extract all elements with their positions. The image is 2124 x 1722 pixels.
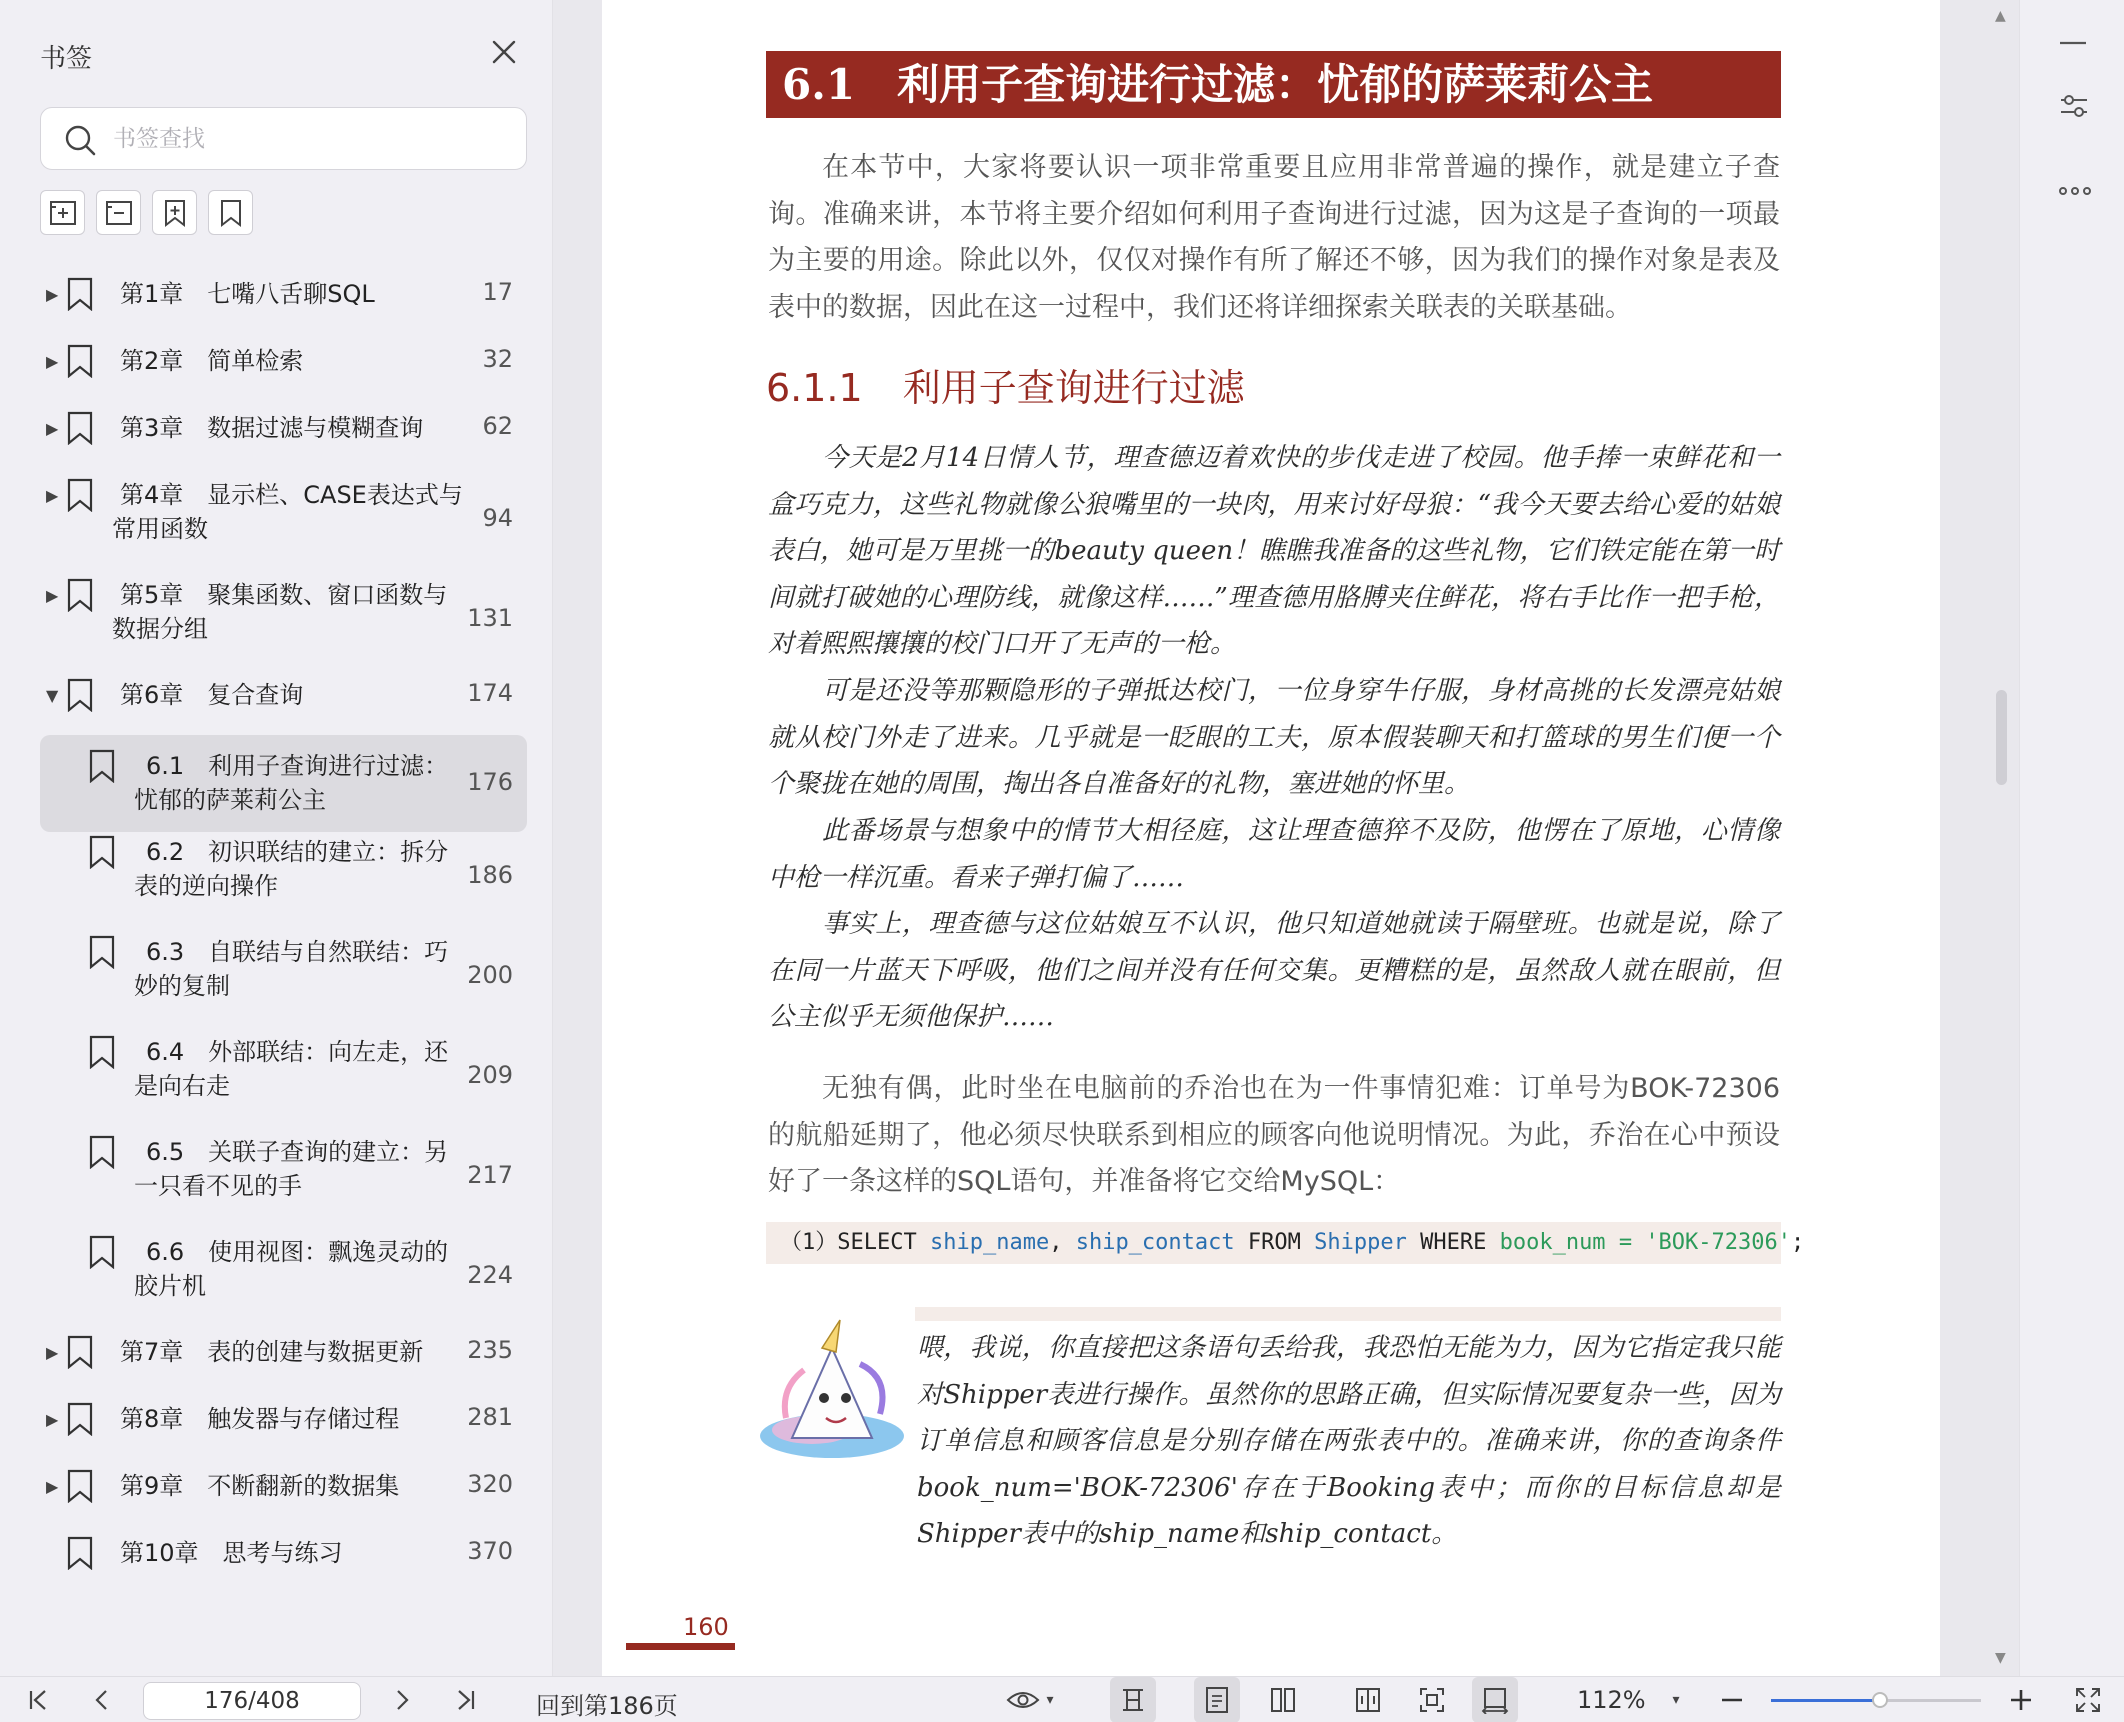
bookmark-label <box>134 1135 449 1203</box>
subsection-heading <box>766 357 1245 412</box>
bookmark-item[interactable] <box>40 578 527 662</box>
expand-right-arrow-icon[interactable]: ▶ <box>46 586 59 605</box>
bookmark-page-number: 235 <box>467 1336 513 1364</box>
mascot-note: 喂，我说，你直接把这条语句丢给我，我恐怕无能为力，因为它指定我只能对Shipper表进行操作。虽然你的思路正确，但实际情况要复杂一些，因为订单信息和顾客信息是分别存储在两张表中的。准确来讲，你的查询条件book_num='BOK-72306'存在于Booking表中；而你的目标信息却是Shipper表中的ship_name和ship_contact。 <box>917 1333 1781 1549</box>
remove-bookmark-icon <box>103 197 135 229</box>
first-page-icon[interactable] <box>20 1677 56 1722</box>
zoom-slider-knob[interactable] <box>1872 1692 1888 1708</box>
code-keyword: WHERE <box>1420 1230 1487 1255</box>
code-keyword: FROM <box>1247 1230 1301 1255</box>
fit-width-icon[interactable] <box>1472 1677 1518 1722</box>
bookmark-label <box>134 749 449 817</box>
bookmark-flag-icon <box>66 1402 94 1436</box>
bookmark-item[interactable] <box>40 735 527 832</box>
bookmark-item[interactable] <box>40 935 527 1019</box>
fit-page-icon[interactable] <box>1110 1677 1156 1722</box>
bookmark-item[interactable] <box>40 1135 527 1219</box>
book-view-icon[interactable] <box>1345 1677 1391 1722</box>
bookmark-label-line: 胶片机 <box>134 1272 206 1300</box>
remove-bookmark-button[interactable] <box>96 190 141 235</box>
story-paragraph-3: 此番场景与想象中的情节大相径庭，这让理查德猝不及防，他愣在了原地，心情像中枪一样沉重。看来子弹打偏了…… <box>768 816 1780 893</box>
bookmark-label <box>120 1335 423 1369</box>
bookmark-page-number: 176 <box>467 767 513 796</box>
zoom-slider-fill <box>1771 1699 1880 1702</box>
bookmark-item[interactable] <box>40 1235 527 1319</box>
scroll-up-arrow-icon[interactable]: ▲ <box>1995 8 2006 24</box>
bookmark-label <box>120 678 303 712</box>
story-paragraph-1: 今天是2月14日情人节，理查德迈着欢快的步伐走进了校园。他手捧一束鲜花和一盒巧克力，这些礼物就像公狼嘴里的一块肉，用来讨好母狼：“我今天要去给心爱的姑娘表白，她可是万里挑一的beauty queen！瞧瞧我准备的这些礼物，它们铁定能在第一时间就打破她的心理防线，就像这样……”理查德用胳膊夹住鲜花，将右手比作一把手枪，对着熙熙攘攘的校门口开了无声的一枪。 <box>768 443 1780 659</box>
bookmark-item[interactable] <box>40 1335 527 1369</box>
bookmark-item[interactable] <box>40 835 527 919</box>
bookmark-label <box>134 1235 449 1303</box>
bookmark-sidebar <box>0 0 553 1676</box>
zoom-out-icon[interactable] <box>1716 1677 1748 1722</box>
intro-paragraph: 在本节中，大家将要认识一项非常重要且应用非常普遍的操作，就是建立子查询。准确来讲，本节将主要介绍如何利用子查询进行过滤，因为这是子查询的一项最为主要的用途。除此以外，仅仅对操作有所了解还不够，因为我们的操作对象是表及表中的数据，因此在这一过程中，我们还将详细探索关联表的关联基础。 <box>768 152 1780 323</box>
section-title: 6.1 利用子查询进行过滤：忧郁的萨莱莉公主 <box>766 51 1781 118</box>
bookmark-page-number: 186 <box>467 861 513 889</box>
bookmark-label-line: 表的逆向操作 <box>134 872 278 900</box>
bookmark-page-number: 94 <box>482 504 513 532</box>
bookmark-search-input[interactable] <box>113 122 503 156</box>
bookmark-item[interactable] <box>40 1402 527 1436</box>
code-line-number: （1） <box>780 1230 838 1255</box>
code-keyword: SELECT <box>837 1230 917 1255</box>
bookmark-page-number: 320 <box>467 1470 513 1498</box>
last-page-icon[interactable] <box>448 1677 484 1722</box>
bookmark-flag-icon <box>66 578 94 612</box>
bookmark-label-line: 第1章 七嘴八舌聊SQL <box>120 280 375 308</box>
bookmark-label <box>120 344 303 378</box>
subsection-number: 6.1.1 <box>766 366 863 410</box>
bookmark-flag-icon <box>88 1135 116 1169</box>
bookmark-label-line: 常用函数 <box>112 515 208 543</box>
unicorn-mascot-icon <box>752 1318 912 1468</box>
close-icon[interactable] <box>488 36 520 68</box>
zoom-dropdown-chevron-icon[interactable]: ▾ <box>1672 1692 1680 1708</box>
bookmark-page-number: 17 <box>482 278 513 306</box>
bookmark-label-line: 一只看不见的手 <box>134 1172 302 1200</box>
bookmark-flag-icon <box>66 411 94 445</box>
body-paragraph-2: 无独有偶，此时坐在电脑前的乔治也在为一件事情犯难：订单号为BOK-72306的航船延期了，他必须尽快联系到相应的顾客向他说明情况。为此，乔治在心中预设好了一条这样的SQL语句，并准备将它交给MySQL： <box>768 1073 1780 1197</box>
page-number-field[interactable]: 176/408 <box>143 1682 361 1720</box>
expand-right-arrow-icon[interactable]: ▶ <box>46 486 59 505</box>
bookmark-label <box>120 411 423 445</box>
bookmark-flag-icon <box>66 478 94 512</box>
code-string: 'BOK-72306' <box>1645 1230 1792 1255</box>
bookmark-flag-icon <box>88 749 116 783</box>
expand-right-arrow-icon[interactable]: ▶ <box>46 1343 59 1362</box>
add-bookmark-button[interactable] <box>40 190 85 235</box>
bookmark-page-number: 131 <box>467 604 513 632</box>
expand-right-arrow-icon[interactable]: ▶ <box>46 285 59 304</box>
page-number-underline <box>626 1643 735 1650</box>
bookmark-item[interactable] <box>40 1035 527 1119</box>
bookmark-label <box>112 578 448 646</box>
bookmark-flag-icon <box>66 678 94 712</box>
bookmark-item[interactable] <box>40 478 527 562</box>
bookmark-flag-icon <box>88 1035 116 1069</box>
note-band <box>915 1307 1781 1321</box>
expand-right-arrow-icon[interactable]: ▶ <box>46 352 59 371</box>
bookmark-item[interactable] <box>40 1469 527 1503</box>
bookmark-label-line: 忧郁的萨莱莉公主 <box>134 786 326 814</box>
bookmark-search-box[interactable] <box>40 107 527 170</box>
zoom-slider[interactable] <box>1771 1699 1981 1702</box>
go-back-to-page-link[interactable]: 回到第186页 <box>536 1692 678 1720</box>
page-number: 160 <box>683 1613 729 1641</box>
bookmark-label-line: 6.1 利用子查询进行过滤： <box>146 752 449 780</box>
add-bookmark-icon <box>47 197 79 229</box>
expand-down-arrow-icon[interactable]: ▼ <box>46 686 59 705</box>
fit-screen-icon[interactable] <box>1409 1677 1455 1722</box>
bookmark-page-number: 209 <box>467 1061 513 1089</box>
bookmark-label-line: 第5章 聚集函数、窗口函数与 <box>120 581 448 609</box>
bookmark-page-number: 370 <box>467 1537 513 1565</box>
bookmark-label <box>134 835 449 903</box>
bookmark-icon <box>215 197 247 229</box>
fullscreen-icon[interactable] <box>2070 1677 2106 1722</box>
code-field: book_num <box>1499 1230 1606 1255</box>
code-punct: ; <box>1791 1230 1805 1255</box>
vertical-scrollbar-thumb[interactable] <box>1996 690 2007 785</box>
bookmark-page-number: 174 <box>467 679 513 707</box>
zoom-in-icon[interactable] <box>2005 1677 2037 1722</box>
view-mode-dropdown[interactable] <box>1000 1677 1060 1722</box>
bookmark-label-line: 6.5 关联子查询的建立：另 <box>146 1138 449 1166</box>
bookmark-flag-icon <box>66 277 94 311</box>
minimize-icon[interactable] <box>2058 28 2088 62</box>
code-field: ship_name <box>929 1230 1050 1255</box>
bookmark-page-number: 224 <box>467 1261 513 1289</box>
expand-right-arrow-icon[interactable]: ▶ <box>46 1477 59 1496</box>
bookmark-flag-icon <box>88 935 116 969</box>
bookmark-label-line: 6.3 自联结与自然联结：巧 <box>146 938 449 966</box>
bookmark-label-line: 第9章 不断翻新的数据集 <box>120 1472 400 1500</box>
bookmark-flag-icon <box>88 835 116 869</box>
code-field: ship_contact <box>1075 1230 1235 1255</box>
bookmark-label <box>120 1402 399 1436</box>
bookmark-item[interactable] <box>40 678 527 712</box>
bookmark-label-line: 第10章 思考与练习 <box>120 1539 343 1567</box>
add-child-bookmark-icon <box>159 197 191 229</box>
bookmark-page-number: 62 <box>482 412 513 440</box>
bookmark-item[interactable] <box>40 344 527 378</box>
code-punct: , <box>1049 1230 1063 1255</box>
expand-right-arrow-icon[interactable]: ▶ <box>46 419 59 438</box>
story-paragraph-4: 事实上，理查德与这位姑娘互不认识，他只知道她就读于隔壁班。也就是说，除了在同一片蓝天下呼吸，他们之间并没有任何交集。更糟糕的是，虽然敌人就在眼前，但公主似乎无须他保护…… <box>768 909 1780 1032</box>
bookmark-button[interactable] <box>208 190 253 235</box>
two-page-icon[interactable] <box>1260 1677 1306 1722</box>
bookmark-label-line: 数据分组 <box>112 615 208 643</box>
bookmark-page-number: 200 <box>467 961 513 989</box>
previous-page-icon[interactable] <box>84 1677 120 1722</box>
sidebar-title: 书签 <box>40 44 93 74</box>
bookmark-label-line: 6.6 使用视图：飘逸灵动的 <box>146 1238 449 1266</box>
more-options-icon[interactable] <box>2058 176 2092 210</box>
bookmark-flag-icon <box>66 1469 94 1503</box>
bookmark-label-line: 6.4 外部联结：向左走，还 <box>146 1038 449 1066</box>
bookmark-label-line: 第2章 简单检索 <box>120 347 304 375</box>
sql-code-block <box>766 1222 1805 1264</box>
eye-icon <box>1006 1688 1040 1712</box>
chevron-down-icon: ▾ <box>1046 1692 1054 1708</box>
bookmark-label-line: 第6章 复合查询 <box>120 681 304 709</box>
bookmark-label <box>120 1469 399 1503</box>
settings-sliders-icon[interactable] <box>2058 90 2090 126</box>
bookmark-label <box>120 277 375 311</box>
bookmark-label <box>112 478 463 546</box>
bookmark-label-line: 第7章 表的创建与数据更新 <box>120 1338 424 1366</box>
next-page-icon[interactable] <box>384 1677 420 1722</box>
right-tool-rail <box>2019 0 2124 1676</box>
bookmark-label-line: 第4章 显示栏、CASE表达式与 <box>120 481 463 509</box>
bookmark-label-line: 妙的复制 <box>134 972 230 1000</box>
bookmark-item[interactable] <box>40 1536 527 1570</box>
bookmark-page-number: 281 <box>467 1403 513 1431</box>
bookmark-flag-icon <box>66 1335 94 1369</box>
bookmark-flag-icon <box>88 1235 116 1269</box>
bookmark-label-line: 第8章 触发器与存储过程 <box>120 1405 400 1433</box>
bookmark-label <box>134 935 449 1003</box>
bookmark-page-number: 217 <box>467 1161 513 1189</box>
bookmark-flag-icon <box>66 344 94 378</box>
single-page-icon[interactable] <box>1194 1677 1240 1722</box>
bookmark-label-line: 第3章 数据过滤与模糊查询 <box>120 414 424 442</box>
bookmark-label-line: 6.2 初识联结的建立：拆分 <box>146 838 449 866</box>
code-operator: = <box>1618 1230 1633 1255</box>
story-paragraph-2: 可是还没等那颗隐形的子弹抵达校门，一位身穿牛仔服，身材高挑的长发漂亮姑娘就从校门外走了进来。几乎就是一眨眼的工夫，原本假装聊天和打篮球的男生们便一个个聚拢在她的周围，掏出各自准备好的礼物，塞进她的怀里。 <box>768 676 1780 799</box>
subsection-title: 利用子查询进行过滤 <box>902 366 1245 410</box>
bookmark-label <box>120 1536 343 1570</box>
zoom-level: 112% <box>1577 1686 1646 1714</box>
bookmark-label-line: 是向右走 <box>134 1072 230 1100</box>
bookmark-flag-icon <box>66 1536 94 1570</box>
add-child-bookmark-button[interactable] <box>152 190 197 235</box>
code-table: Shipper <box>1314 1230 1407 1255</box>
bookmark-label <box>134 1035 449 1103</box>
expand-right-arrow-icon[interactable]: ▶ <box>46 1410 59 1429</box>
bottom-toolbar <box>0 1676 2124 1722</box>
bookmark-item[interactable] <box>40 411 527 445</box>
bookmark-page-number: 32 <box>482 345 513 373</box>
scroll-down-arrow-icon[interactable]: ▼ <box>1995 1650 2006 1666</box>
bookmark-item[interactable] <box>40 277 527 311</box>
search-icon <box>63 123 97 157</box>
